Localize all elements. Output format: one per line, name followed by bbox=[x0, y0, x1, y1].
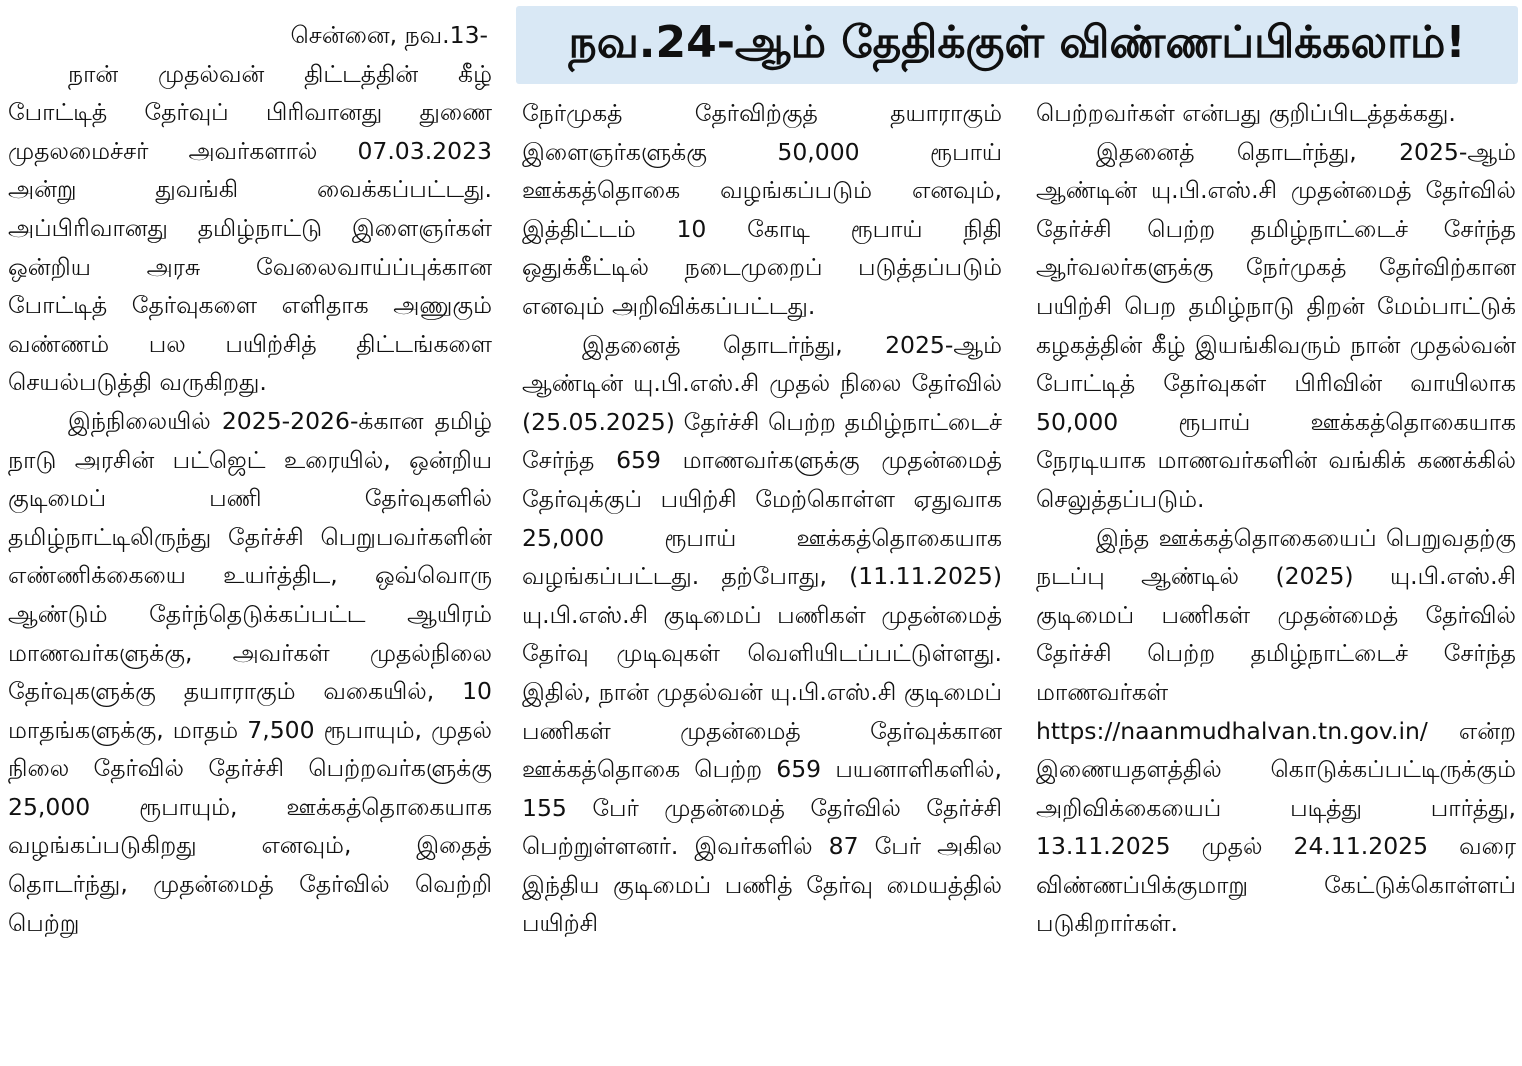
dateline: சென்னை, நவ.13- bbox=[290, 21, 488, 49]
article-column-1 bbox=[8, 16, 492, 1062]
article-column-3 bbox=[1036, 94, 1516, 1062]
paragraph: இந்நிலையில் 2025-2026-க்கான தமிழ் நாடு அரசின் பட்ஜெட் உரையில், ஒன்றிய குடிமைப் பணி தேர்வுகளில் தமிழ்நாட்டிலிருந்து தேர்ச்சி பெறுபவர்களின் எண்ணிக்கையை உயர்த்திட, ஒவ்வொரு ஆண்டும் தேர்ந்தெடுக்கப்பட்ட ஆயிரம் மாணவர்களுக்கு, அவர்கள் முதல்நிலை தேர்வுகளுக்கு தயாராகும் வகையில், 10 மாதங்களுக்கு, மாதம் 7,500 ரூபாயும், முதல் நிலை தேர்வில் தேர்ச்சி பெற்றவர்களுக்கு 25,000 ரூபாயும், ஊக்கத்தொகையாக வழங்கப்படுகிறது எனவும், இதைத் தொடர்ந்து, முதன்மைத் தேர்வில் வெற்றி பெற்று bbox=[8, 406, 492, 937]
paragraph: இதனைத் தொடர்ந்து, 2025-ஆம் ஆண்டின் யு.பி.எஸ்.சி முதல் நிலை தேர்வில் (25.05.2025) தேர்ச்சி பெற்ற தமிழ்நாட்டைச் சேர்ந்த 659 மாணவர்களுக்கு முதன்மைத் தேர்வுக்குப் பயிற்சி மேற்கொள்ள ஏதுவாக 25,000 ரூபாய் ஊக்கத்தொகையாக வழங்கப்பட்டது. தற்போது, (11.11.2025) யு.பி.எஸ்.சி குடிமைப் பணிகள் முதன்மைத் தேர்வு முடிவுகள் வெளியிடப்பட்டுள்ளது. இதில், நான் முதல்வன் யு.பி.எஸ்.சி குடிமைப் பணிகள் முதன்மைத் தேர்வுக்கான ஊக்கத்தொகை பெற்ற 659 பயனாளிகளில், 155 பேர் முதன்மைத் தேர்வில் தேர்ச்சி பெற்றுள்ளனர். இவர்களில் 87 பேர் அகில இந்திய குடிமைப் பணித் தேர்வு மையத்தில் பயிற்சி bbox=[522, 330, 1002, 938]
paragraph: நான் முதல்வன் திட்டத்தின் கீழ் போட்டித் தேர்வுப் பிரிவானது துணை முதலமைச்சர் அவர்களால் 07.03.2023 அன்று துவங்கி வைக்கப்பட்டது. அப்பிரிவானது தமிழ்நாட்டு இளைஞர்கள் ஒன்றிய அரசு வேலைவாய்ப்புக்கான போட்டித் தேர்வுகளை எளிதாக அணுகும் வண்ணம் பல பயிற்சித் திட்டங்களை செயல்படுத்தி வருகிறது. bbox=[8, 59, 492, 397]
article-column-2 bbox=[522, 94, 1002, 1062]
headline: நவ.24-ஆம் தேதிக்குள் விண்ணப்பிக்கலாம்! bbox=[516, 6, 1518, 84]
paragraph: இந்த ஊக்கத்தொகையைப் பெறுவதற்கு நடப்பு ஆண்டில் (2025) யு.பி.எஸ்.சி குடிமைப் பணிகள் முதன்மைத் தேர்வில் தேர்ச்சி பெற்ற தமிழ்நாட்டைச் சேர்ந்த மாணவர்கள் https://naanmudhalvan.tn.gov.in/ என்ற இணையதளத்தில் கொடுக்கப்பட்டிருக்கும் அறிவிக்கையைப் படித்து பார்த்து, 13.11.2025 முதல் 24.11.2025 வரை விண்ணப்பிக்குமாறு கேட்டுக்கொள்ளப் படுகிறார்கள். bbox=[1036, 523, 1516, 938]
paragraph: இதனைத் தொடர்ந்து, 2025-ஆம் ஆண்டின் யு.பி.எஸ்.சி முதன்மைத் தேர்வில் தேர்ச்சி பெற்ற தமிழ்நாட்டைச் சேர்ந்த ஆர்வலர்களுக்கு நேர்முகத் தேர்விற்கான பயிற்சி பெற தமிழ்நாடு திறன் மேம்பாட்டுக் கழகத்தின் கீழ் இயங்கிவரும் நான் முதல்வன் போட்டித் தேர்வுகள் பிரிவின் வாயிலாக 50,000 ரூபாய் ஊக்கத்தொகையாக நேரடியாக மாணவர்களின் வங்கிக் கணக்கில் செலுத்தப்படும். bbox=[1036, 137, 1516, 513]
paragraph: பெற்றவர்கள் என்பது குறிப்பிடத்தக்கது. bbox=[1036, 99, 1456, 127]
paragraph: நேர்முகத் தேர்விற்குத் தயாராகும் இளைஞர்களுக்கு 50,000 ரூபாய் ஊக்கத்தொகை வழங்கப்படும் எனவும், இத்திட்டம் 10 கோடி ரூபாய் நிதி ஒதுக்கீட்டில் நடைமுறைப் படுத்தப்படும் எனவும் அறிவிக்கப்பட்டது. bbox=[522, 99, 1002, 320]
